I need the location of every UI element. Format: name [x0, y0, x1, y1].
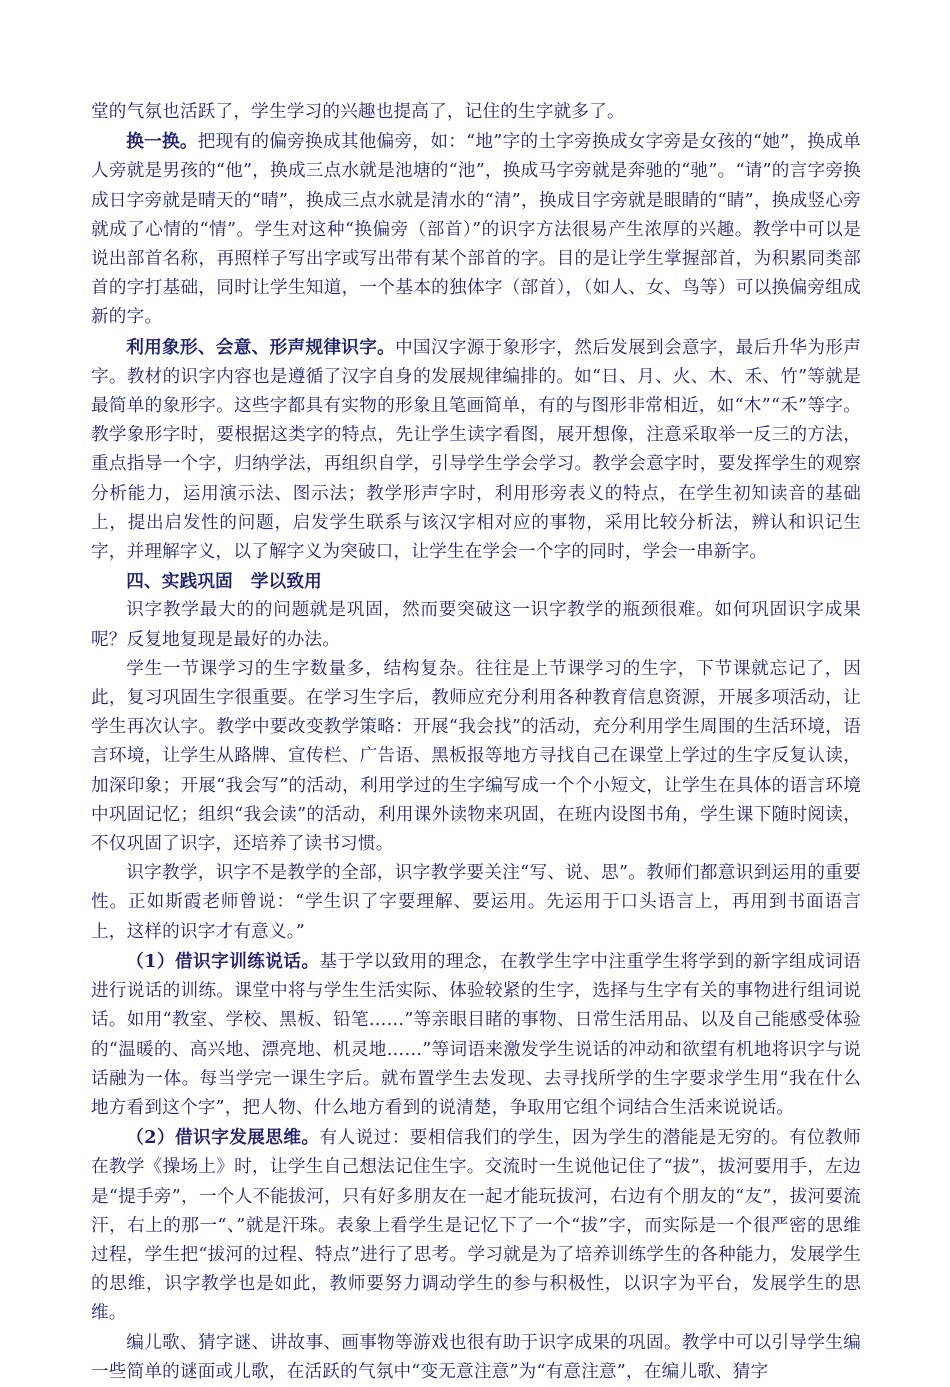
paragraph [91, 655, 861, 859]
paragraph-lead: （2）借识字发展思维。 [126, 1127, 320, 1149]
paragraph-lead: 换一换。 [126, 131, 198, 153]
paragraph-text: 堂的气氛也活跃了，学生学习的兴趣也提高了，记住的生字就多了。 [91, 102, 625, 122]
paragraph-text: 识字教学最大的的问题就是巩固，然而要突破这一识字教学的瓶颈很难。如何巩固识字成果呢？反复地复现是最好的办法。 [91, 600, 861, 650]
paragraph-text: 中国汉字源于象形字，然后发展到会意字，最后升华为形声字。教材的识字内容也是遵循了汉字自身的发展规律编排的。如“日、月、火、木、禾、竹”等就是最简单的象形字。这些字都具有实物的形象且笔画简单，有的与图形非常相近，如“木”“禾”等字。教学象形字时，要根据这类字的特点，先让学生读字看图，展开想像，注意采取举一反三的方法，重点指导一个字，归纳学法，再组织自学，引导学生学会学习。教学会意字时，要发挥学生的观察分析能力，运用演示法、图示法；教学形声字时，利用形旁表义的特点，在学生初知读音的基础上，提出启发性的问题，启发学生联系与该汉字相对应的事物，采用比较分析法，辨认和识记生字，并理解字义，以了解字义为突破口，让学生在学会一个字的同时，学会一串新字。 [91, 337, 861, 563]
section-heading: 四、实践巩固 学以致用 [126, 571, 322, 593]
paragraph-text: 有人说过：要相信我们的学生，因为学生的潜能是无穷的。有位教师在教学《操场上》时，让学生自己想法记住生字。交流时一生说他记住了“拔”，拔河要用手，左边是“提手旁”，一个人不能拔河，只有好多朋友在一起才能玩拔河，右边有个朋友的“友”，拔河要流汗，右上的那一“、”就是汗珠。表象上看学生是记忆下了一个“拔”字，而实际是一个很严密的思维过程，学生把“拔河的过程、特点”进行了思考。学习就是为了培养训练学生的各种能力，发展学生的思维，识字教学也是如此，教师要努力调动学生的参与积极性，以识字为平台，发展学生的思维。 [91, 1128, 861, 1324]
paragraph-text: 基于学以致用的理念，在教学生字中注重学生将学到的新字组成词语进行说话的训练。课堂中将与学生生活实际、体验较紧的生字，选择与生字有关的事物进行组词说话。如用“教室、学校、黑板、铅笔……”等亲眼目睹的事物、日常生活用品、以及自己能感受体验的“温暖的、高兴地、漂亮地、机灵地……”等词语来激发学生说话的冲动和欲望有机地将识字与说话融为一体。每当学完一课生字后。就布置学生去发现、去寻找所学的生字要求学生用“我在什么地方看到这个字”，把人物、什么地方看到的说清楚，争取用它组个词结合生活来说说话。 [91, 951, 861, 1118]
paragraph-text: 把现有的偏旁换成其他偏旁，如：“地”字的土字旁换成女字旁是女孩的“她”，换成单人旁就是男孩的“他”，换成三点水就是池塘的“池”，换成马字旁就是奔驰的“驰”。“请”的言字旁换成日字旁就是晴天的“晴”，换成三点水就是清水的“清”，换成目字旁就是眼睛的“睛”，换成竖心旁就成了心情的“情”。学生对这种“换偏旁（部首）”的识字方法很易产生浓厚的兴趣。教学中可以是说出部首名称，再照样子写出字或写出带有某个部首的字。目的是让学生掌握部首，为积累同类部首的字打基础，同时让学生知道，一个基本的独体字（部首），（如人、女、鸟等）可以换偏旁组成新的字。 [91, 132, 861, 328]
paragraph [91, 859, 861, 947]
paragraph-text: 学生一节课学习的生字数量多，结构复杂。往往是上节课学习的生字，下节课就忘记了，因此，复习巩固生字很重要。在学习生字后，教师应充分利用各种教育信息资源，开展多项活动，让学生再次认字。教学中要改变教学策略：开展“我会找”的活动，充分利用学生周围的生活环境，语言环境，让学生从路牌、宣传栏、广告语、黑板报等地方寻找自己在课堂上学过的生字反复认读，加深印象；开展“我会写”的活动，利用学过的生字编写成一个个小短文，让学生在具体的语言环境中巩固记忆；组织“我会读”的活动，利用课外读物来巩固，在班内设图书角，学生课下随时阅读，不仅巩固了识字，还培养了读书习惯。 [91, 658, 861, 855]
paragraph [91, 1123, 861, 1328]
paragraph-text: 识字教学，识字不是教学的全部，识字教学要关注“写、说、思”。教师们都意识到运用的重要性。正如斯霞老师曾说：“学生识了字要理解、要运用。先运用于口头语言上，再用到书面语言上，这样的识字才有意义。” [91, 863, 861, 942]
paragraph [91, 127, 861, 332]
paragraph [91, 98, 861, 127]
paragraph-lead: 利用象形、会意、形声规律识字。 [126, 336, 396, 358]
paragraph [91, 1329, 861, 1387]
paragraph-lead: （1）借识字训练说话。 [126, 950, 320, 972]
paragraph [91, 947, 861, 1123]
paragraph-text: 编儿歌、猜字谜、讲故事、画事物等游戏也很有助于识字成果的巩固。教学中可以引导学生编一些简单的谜面或儿歌，在活跃的气氛中“变无意注意”为“有意注意”，在编儿歌、猜字 [91, 1332, 861, 1382]
paragraph [91, 333, 861, 568]
document-page [91, 98, 861, 1387]
paragraph [91, 596, 861, 654]
